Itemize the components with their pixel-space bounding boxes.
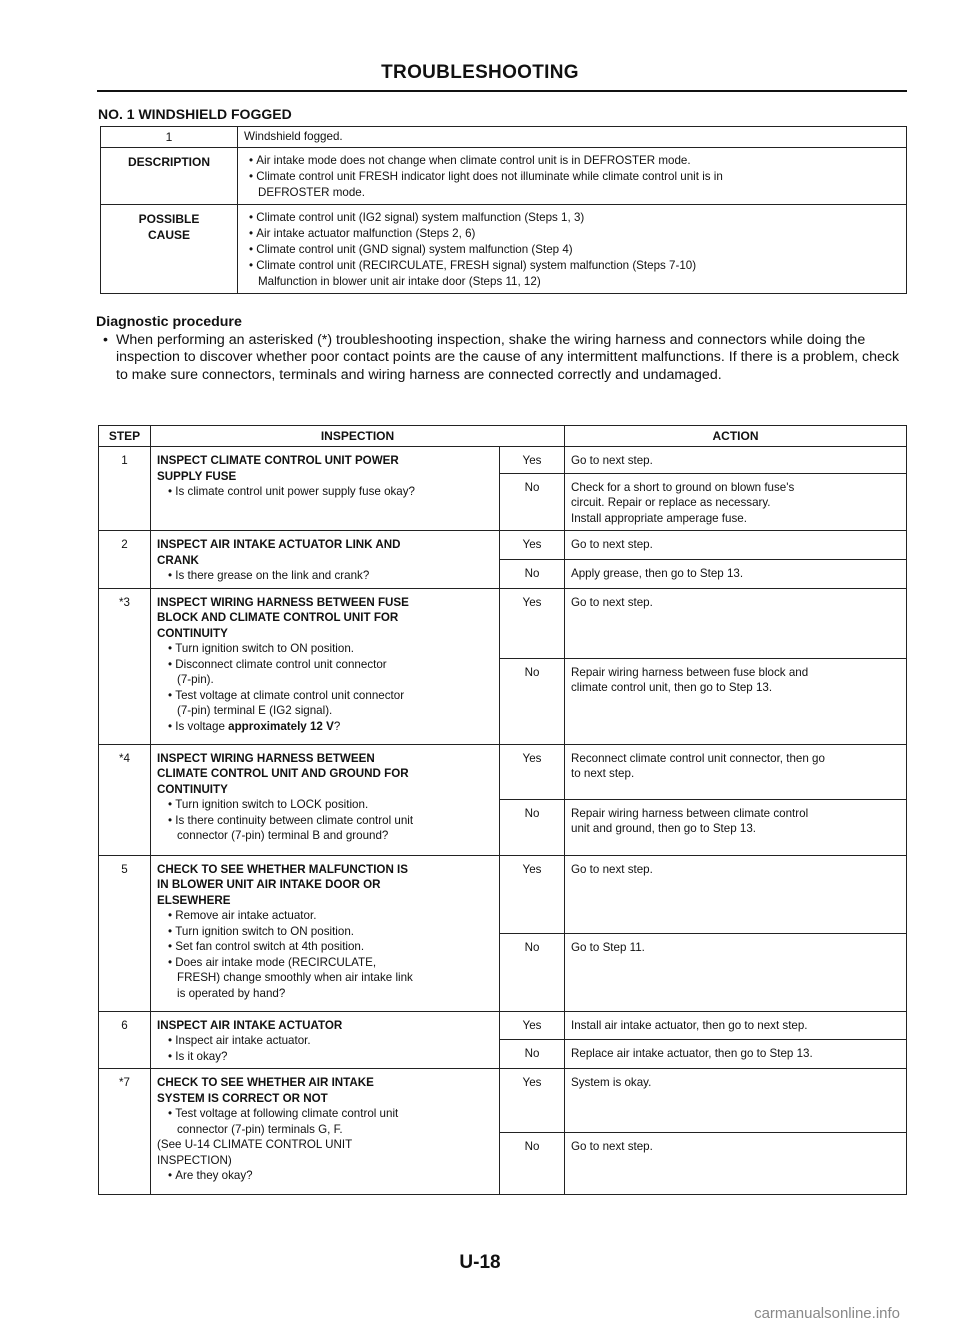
no-action-line: Install appropriate amperage fuse. [571, 511, 747, 525]
step-bullet-voltage [157, 719, 493, 735]
step-title: CLIMATE CONTROL UNIT AND GROUND FOR [157, 767, 409, 780]
step-title: CONTINUITY [157, 626, 228, 640]
step-title: SUPPLY FUSE [157, 469, 237, 483]
section-title: NO. 1 WINDSHIELD FOGGED [98, 106, 292, 122]
description-label: DESCRIPTION [101, 148, 238, 205]
step-title: BLOCK AND CLIMATE CONTROL UNIT FOR [157, 611, 399, 624]
step-title: INSPECT AIR INTAKE ACTUATOR [157, 1018, 343, 1032]
step-row [99, 1069, 907, 1133]
no-action-line: circuit. Repair or replace as necessary. [571, 496, 771, 509]
cause-item: • Climate control unit (RECIRCULATE, FRESH signal) system malfunction (Steps 7-10) [244, 258, 900, 274]
step-note: (See U-14 CLIMATE CONTROL UNIT [157, 1138, 353, 1151]
steps-header-row [99, 426, 907, 447]
no-action-line: Check for a short to ground on blown fuse's [571, 480, 795, 494]
step-bullet-continued: (7-pin) terminal E (IG2 signal). [177, 704, 333, 717]
step-number: 1 [99, 447, 151, 531]
step-title: INSPECT WIRING HARNESS BETWEEN FUSE [157, 595, 409, 609]
yes-action: Go to next step. [565, 531, 907, 560]
step-number: *7 [99, 1069, 151, 1195]
step-bullet: • Inspect air intake actuator. [157, 1033, 493, 1049]
yes-action [565, 744, 907, 799]
no-action: Go to next step. [565, 1133, 907, 1195]
step-bullet-continued: is operated by hand? [177, 986, 286, 1000]
cause-item: • Climate control unit (IG2 signal) system malfunction (Steps 1, 3) [244, 210, 900, 226]
diagnostic-heading: Diagnostic procedure [96, 314, 242, 330]
step-bullet: • Set fan control switch at 4th position. [157, 939, 493, 955]
no-label: No [500, 559, 565, 588]
step-bullet: • Turn ignition switch to ON position. [157, 641, 493, 657]
no-action [565, 658, 907, 744]
step-number: *4 [99, 744, 151, 855]
step-bullet: • Are they okay? [157, 1168, 493, 1184]
step-bullet-continued: FRESH) change smoothly when air intake link [177, 971, 413, 984]
page-number: U-18 [459, 1252, 501, 1273]
step-row [99, 1011, 907, 1040]
step-bullet-continued: connector (7-pin) terminal B and ground? [177, 829, 389, 842]
no-action-line: Repair wiring harness between climate control [571, 806, 809, 820]
no-action: Apply grease, then go to Step 13. [565, 559, 907, 588]
description-cell [238, 148, 907, 205]
cause-item-continued: Malfunction in blower unit air intake door (Steps 11, 12) [258, 275, 541, 288]
step-title: CONTINUITY [157, 782, 228, 796]
voltage-question: Is voltage [175, 719, 229, 733]
no-action: Go to Step 11. [565, 933, 907, 1011]
step-bullet: • Disconnect climate control unit connector [157, 657, 493, 673]
step-row [99, 531, 907, 560]
summary-row-description [101, 148, 907, 205]
yes-action: Go to next step. [565, 855, 907, 933]
step-title: ELSEWHERE [157, 893, 231, 907]
yes-label: Yes [500, 855, 565, 933]
title-divider [97, 90, 907, 92]
cause-label-line: CAUSE [147, 228, 190, 242]
summary-row-symptom [101, 127, 907, 148]
cause-item: • Air intake actuator malfunction (Steps 2, 6) [244, 226, 900, 242]
step-title: IN BLOWER UNIT AIR INTAKE DOOR OR [157, 878, 381, 891]
description-item: • Air intake mode does not change when climate control unit is in DEFROSTER mode. [244, 153, 900, 169]
step-inspection [151, 1011, 500, 1069]
step-bullet-continued: (7-pin). [177, 673, 214, 686]
step-bullet: • Is it okay? [157, 1049, 493, 1065]
page-title: TROUBLESHOOTING [381, 62, 579, 83]
step-number: *3 [99, 588, 151, 744]
no-label: No [500, 658, 565, 744]
step-title: CRANK [157, 553, 199, 567]
step-bullet-continued: connector (7-pin) terminals G, F. [177, 1122, 343, 1136]
no-label: No [500, 1133, 565, 1195]
no-action [565, 799, 907, 855]
step-bullet: • Turn ignition switch to ON position. [157, 924, 493, 940]
no-action-line: unit and ground, then go to Step 13. [571, 822, 757, 835]
no-action: Replace air intake actuator, then go to Step 13. [565, 1040, 907, 1069]
step-inspection [151, 588, 500, 744]
diagnostic-procedure [96, 314, 908, 384]
step-row [99, 744, 907, 799]
step-bullet: • Is climate control unit power supply fuse okay? [157, 484, 493, 500]
step-inspection [151, 744, 500, 855]
troubleshooting-steps-table [98, 425, 907, 1195]
yes-label: Yes [500, 447, 565, 474]
cause-cell [238, 205, 907, 294]
question-mark: ? [333, 719, 341, 733]
no-action-line: climate control unit, then go to Step 13. [571, 681, 773, 694]
step-bullet: • Remove air intake actuator. [157, 908, 493, 924]
step-row [99, 588, 907, 658]
step-title: INSPECT WIRING HARNESS BETWEEN [157, 751, 375, 765]
yes-action: System is okay. [565, 1069, 907, 1133]
watermark: carmanualsonline.info [754, 1305, 900, 1322]
yes-label: Yes [500, 1011, 565, 1040]
no-label: No [500, 1040, 565, 1069]
yes-action: Go to next step. [565, 447, 907, 474]
yes-action-line: to next step. [571, 767, 635, 780]
cause-label [101, 205, 238, 294]
step-title: INSPECT AIR INTAKE ACTUATOR LINK AND [157, 538, 401, 551]
header-action: ACTION [565, 426, 907, 447]
description-item: • Climate control unit FRESH indicator light does not illuminate while climate control unit is in [244, 169, 900, 185]
symptom-text: Windshield fogged. [238, 127, 907, 148]
step-title: SYSTEM IS CORRECT OR NOT [157, 1091, 328, 1105]
diagnostic-text: • When performing an asterisked (*) troubleshooting inspection, shake the wiring harness and connectors while doing the inspection to discover whether poor contact points are the cause of any intermittent malfunctions. If there is a problem, check to make sure connectors, terminals and wiring harness are connected correctly and undamaged. [96, 332, 908, 385]
header-step: STEP [99, 426, 151, 447]
step-inspection [151, 531, 500, 589]
step-note: INSPECTION) [157, 1153, 232, 1167]
header-inspection: INSPECTION [151, 426, 565, 447]
step-row [99, 855, 907, 933]
step-title: CHECK TO SEE WHETHER MALFUNCTION IS [157, 862, 408, 876]
step-title: INSPECT CLIMATE CONTROL UNIT POWER [157, 454, 399, 467]
step-bullet: • Is there grease on the link and crank? [157, 568, 493, 584]
step-bullet: • Test voltage at following climate control unit [157, 1106, 493, 1122]
step-number: 5 [99, 855, 151, 1011]
description-item-continued: DEFROSTER mode. [258, 186, 365, 199]
symptom-number: 1 [101, 127, 238, 148]
symptom-summary-table [100, 126, 907, 294]
yes-label: Yes [500, 588, 565, 658]
step-bullet: • Is there continuity between climate control unit [157, 813, 493, 829]
step-inspection [151, 447, 500, 531]
no-label: No [500, 933, 565, 1011]
step-title: CHECK TO SEE WHETHER AIR INTAKE [157, 1076, 374, 1089]
step-bullet: • Test voltage at climate control unit connector [157, 688, 493, 704]
yes-action-line: Reconnect climate control unit connector, then go [571, 751, 825, 765]
step-number: 6 [99, 1011, 151, 1069]
no-label: No [500, 473, 565, 531]
no-action [565, 473, 907, 531]
step-number: 2 [99, 531, 151, 589]
summary-row-cause [101, 205, 907, 294]
no-action-line: Repair wiring harness between fuse block and [571, 665, 809, 679]
step-inspection [151, 1069, 500, 1195]
step-inspection [151, 855, 500, 1011]
yes-label: Yes [500, 1069, 565, 1133]
cause-label-line: POSSIBLE [138, 212, 200, 226]
voltage-value: approximately 12 V [228, 719, 334, 733]
yes-label: Yes [500, 744, 565, 799]
cause-item: • Climate control unit (GND signal) system malfunction (Step 4) [244, 242, 900, 258]
yes-action: Go to next step. [565, 588, 907, 658]
yes-label: Yes [500, 531, 565, 560]
step-bullet: • Turn ignition switch to LOCK position. [157, 797, 493, 813]
step-bullet: • Does air intake mode (RECIRCULATE, [157, 955, 493, 971]
step-row [99, 447, 907, 474]
no-label: No [500, 799, 565, 855]
yes-action: Install air intake actuator, then go to next step. [565, 1011, 907, 1040]
